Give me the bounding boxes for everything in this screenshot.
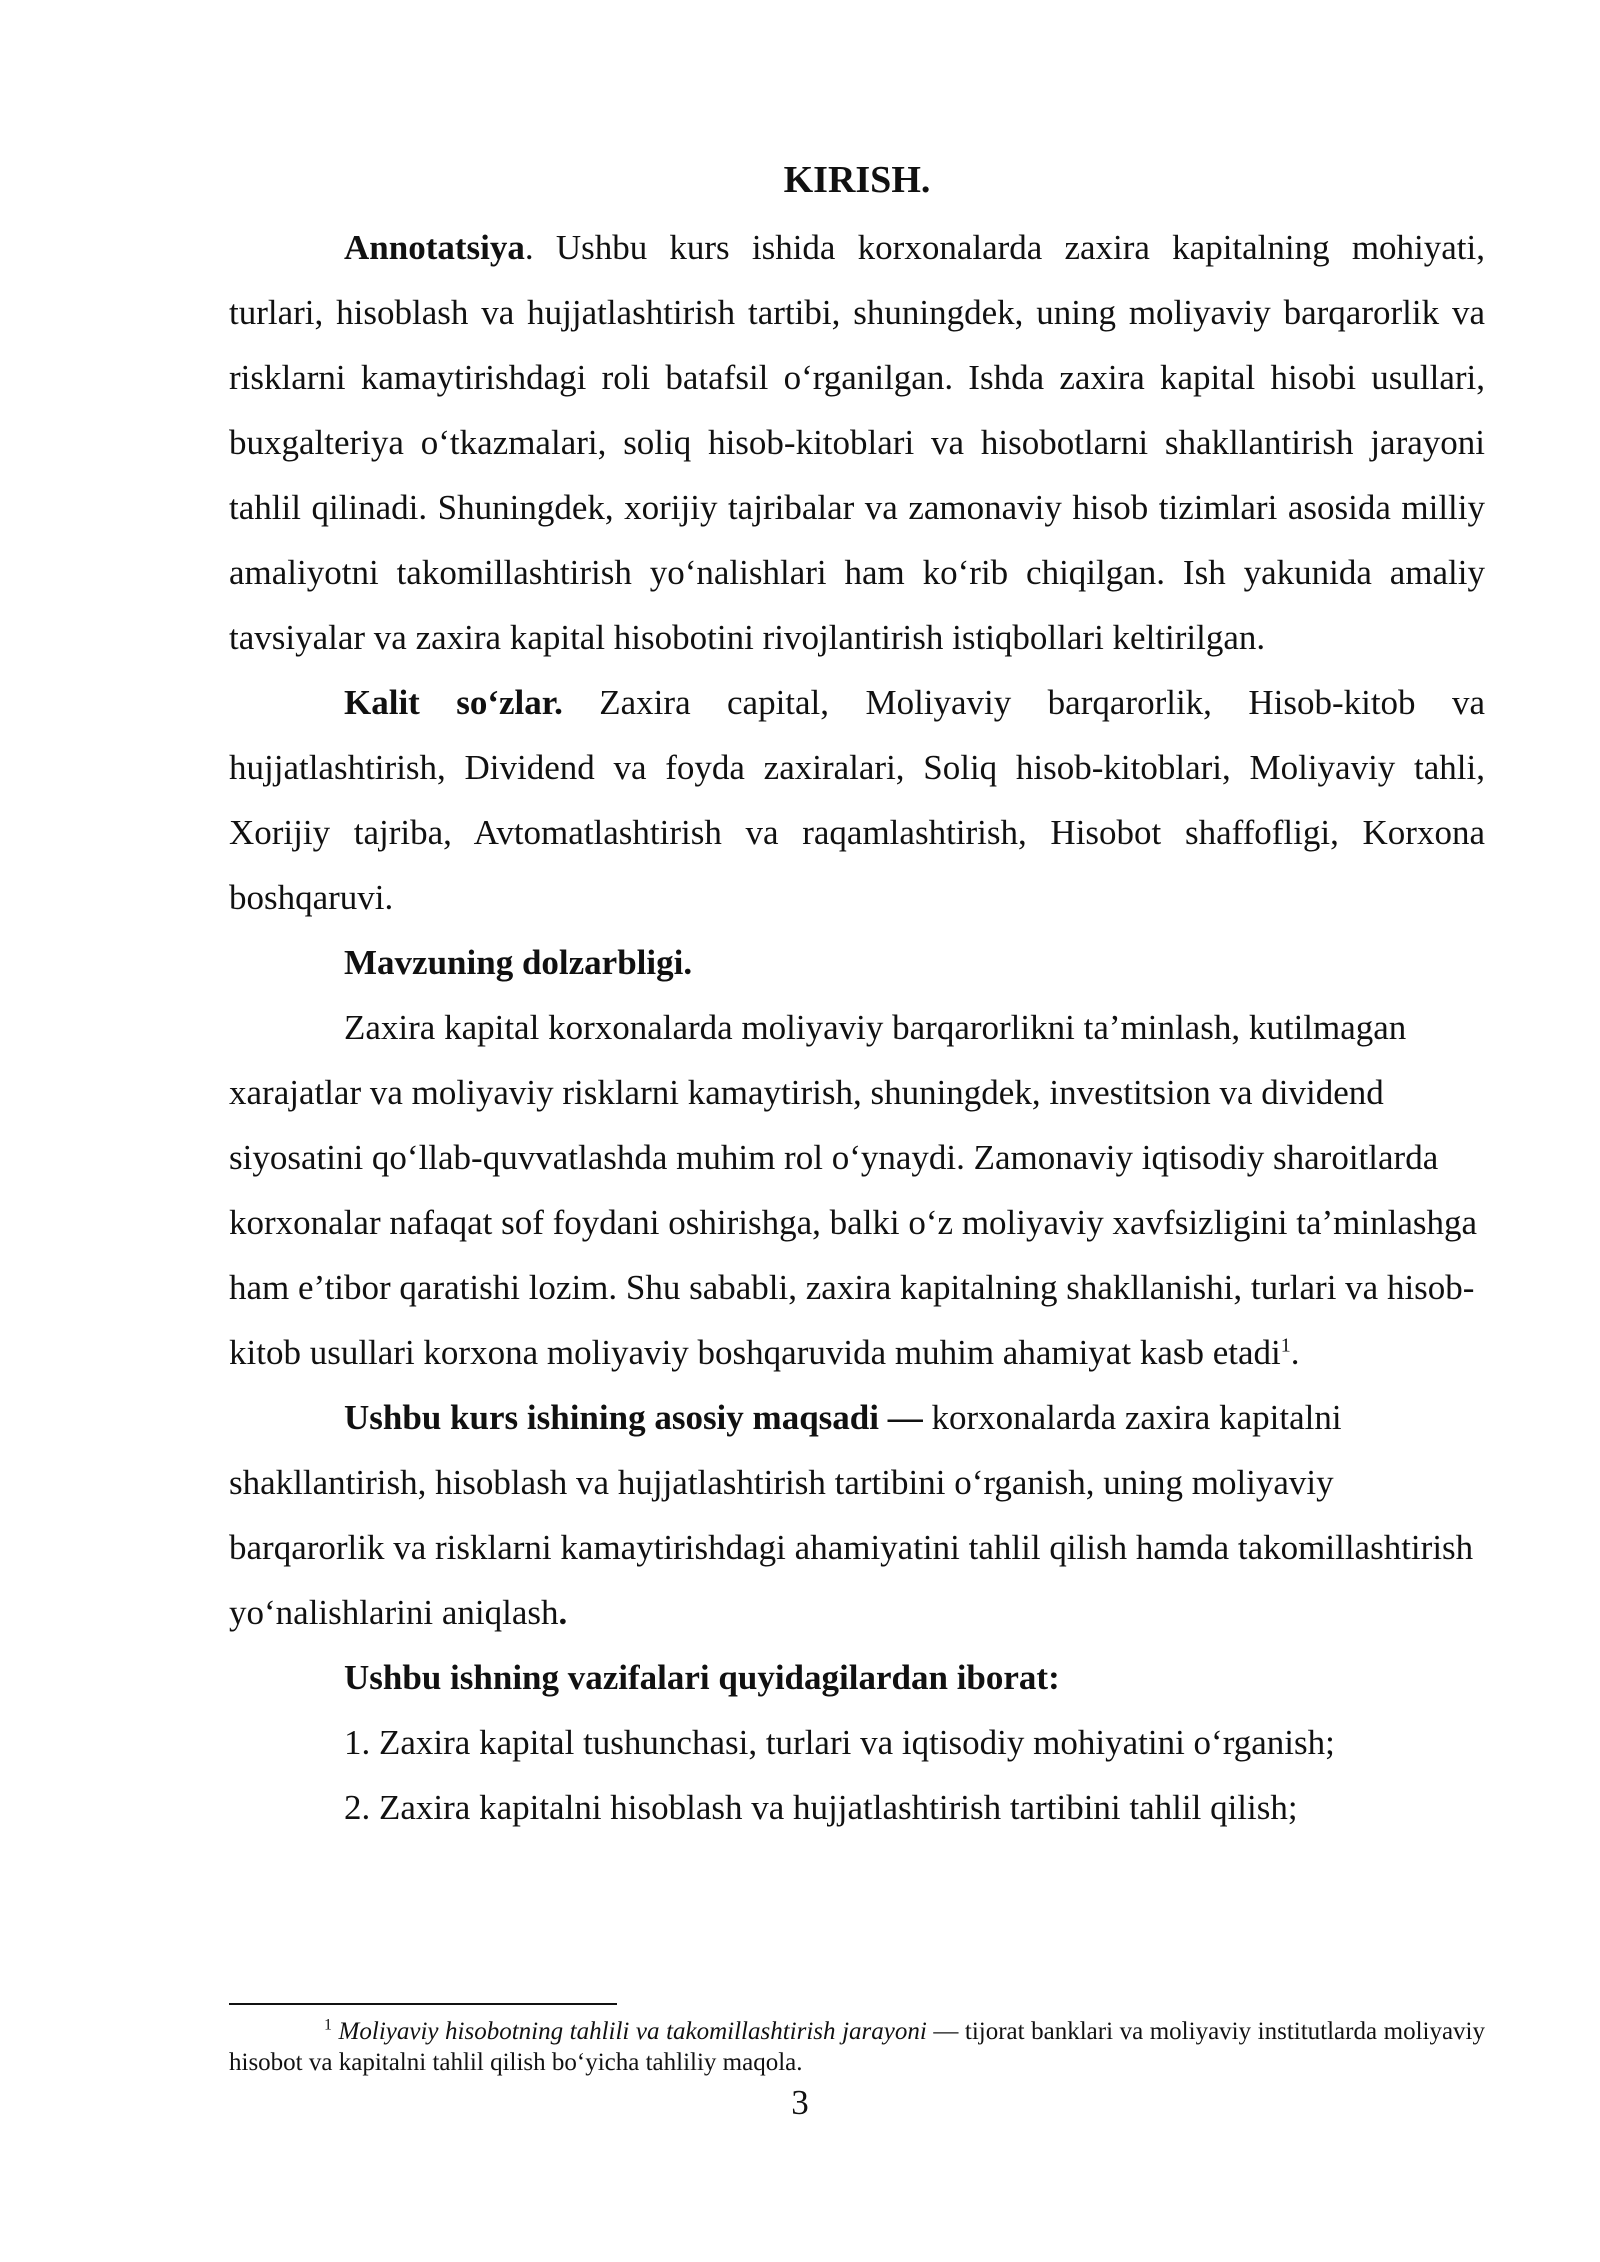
goal-text: korxonalarda zaxira kapitalni shakllantirish, hisoblash va hujjatlashtirish tartibini o‘rganish, uning moliyaviy barqarorlik va risklarni kamaytirishdagi ahamiyatini tahlil qilish hamda takomillashtirish yo‘nalishlarini aniqlash [229, 1398, 1474, 1632]
keywords-label: Kalit so‘zlar. [344, 683, 563, 722]
footnote-separator [229, 2003, 617, 2005]
relevance-end: . [1290, 1333, 1300, 1372]
document-page [229, 150, 1485, 1840]
footnote-reference[interactable]: 1 [1280, 1334, 1291, 1357]
tasks-heading-text: Ushbu ishning vazifalari quyidagilardan iborat: [344, 1658, 1060, 1697]
relevance-text: Zaxira kapital korxonalarda moliyaviy barqarorlikni ta’minlash, kutilmagan xarajatlar va moliyaviy risklarni kamaytirish, shuningdek, investitsion va dividend siyosatini qo‘llab-quvvatlashda muhim rol o‘ynaydi. Zamonaviy iqtisodiy sharoitlarda korxonalar nafaqat sof foydani oshirishga, balki o‘z moliyaviy xavfsizligini ta’minlashga ham e’tibor qaratishi lozim. Shu sababli, zaxira kapitalning shakllanishi, turlari va hisob-kitob usullari korxona moliyaviy boshqaruvida muhim ahamiyat kasb etadi [229, 1008, 1478, 1372]
relevance-heading-text: Mavzuning dolzarbligi. [344, 943, 693, 982]
annotation-text: . Ushbu kurs ishida korxonalarda zaxira kapitalning mohiyati, turlari, hisoblash va hujjatlashtirish tartibi, shuningdek, uning moliyaviy barqarorlik va risklarni kamaytirishdagi roli batafsil o‘rganilgan. Ishda zaxira kapital hisobi usullari, buxgalteriya o‘tkazmalari, soliq hisob-kitoblari va hisobotlarni shakllantirish jarayoni tahlil qilinadi. Shuningdek, xorijiy tajribalar va zamonaviy hisob tizimlari asosida milliy amaliyotni takomillashtirish yo‘nalishlari ham ko‘rib chiqilgan. Ish yakunida amaliy tavsiyalar va zaxira kapital hisobotini rivojlantirish istiqbollari keltirilgan. [229, 228, 1485, 657]
keywords-paragraph [229, 670, 1485, 930]
annotation-paragraph [229, 215, 1485, 670]
footnote-text: — tijorat banklari va moliyaviy institutlarda moliyaviy hisobot va kapitalni tahlil qilish bo‘yicha tahliliy maqola. [229, 2018, 1485, 2076]
keywords-text: Zaxira capital, Moliyaviy barqarorlik, Hisob-kitob va hujjatlashtirish, Dividend va foyda zaxiralari, Soliq hisob-kitoblari, Moliyaviy tahli, Xorijiy tajriba, Avtomatlashtirish va raqamlashtirish, Hisobot shaffofligi, Korxona boshqaruvi. [229, 683, 1485, 917]
relevance-heading [229, 930, 1485, 995]
annotation-label: Annotatsiya [344, 228, 525, 267]
footnote-number: 1 [324, 2016, 332, 2034]
footnote-title: Moliyaviy hisobotning tahlili va takomillashtirish jarayoni [338, 2018, 927, 2045]
goal-end: . [558, 1593, 568, 1632]
goal-paragraph [229, 1385, 1485, 1645]
goal-label: Ushbu kurs ishining asosiy maqsadi — [344, 1398, 923, 1437]
task-item-2: 2. Zaxira kapitalni hisoblash va hujjatlashtirish tartibini tahlil qilish; [344, 1788, 1298, 1827]
task-item-1: 1. Zaxira kapital tushunchasi, turlari va iqtisodiy mohiyatini o‘rganish; [344, 1723, 1335, 1762]
footnote [229, 2016, 1485, 2078]
page-number: 3 [791, 2083, 809, 2122]
tasks-heading [229, 1645, 1485, 1710]
relevance-paragraph [229, 995, 1485, 1385]
page-title: KIRISH. [783, 159, 931, 201]
